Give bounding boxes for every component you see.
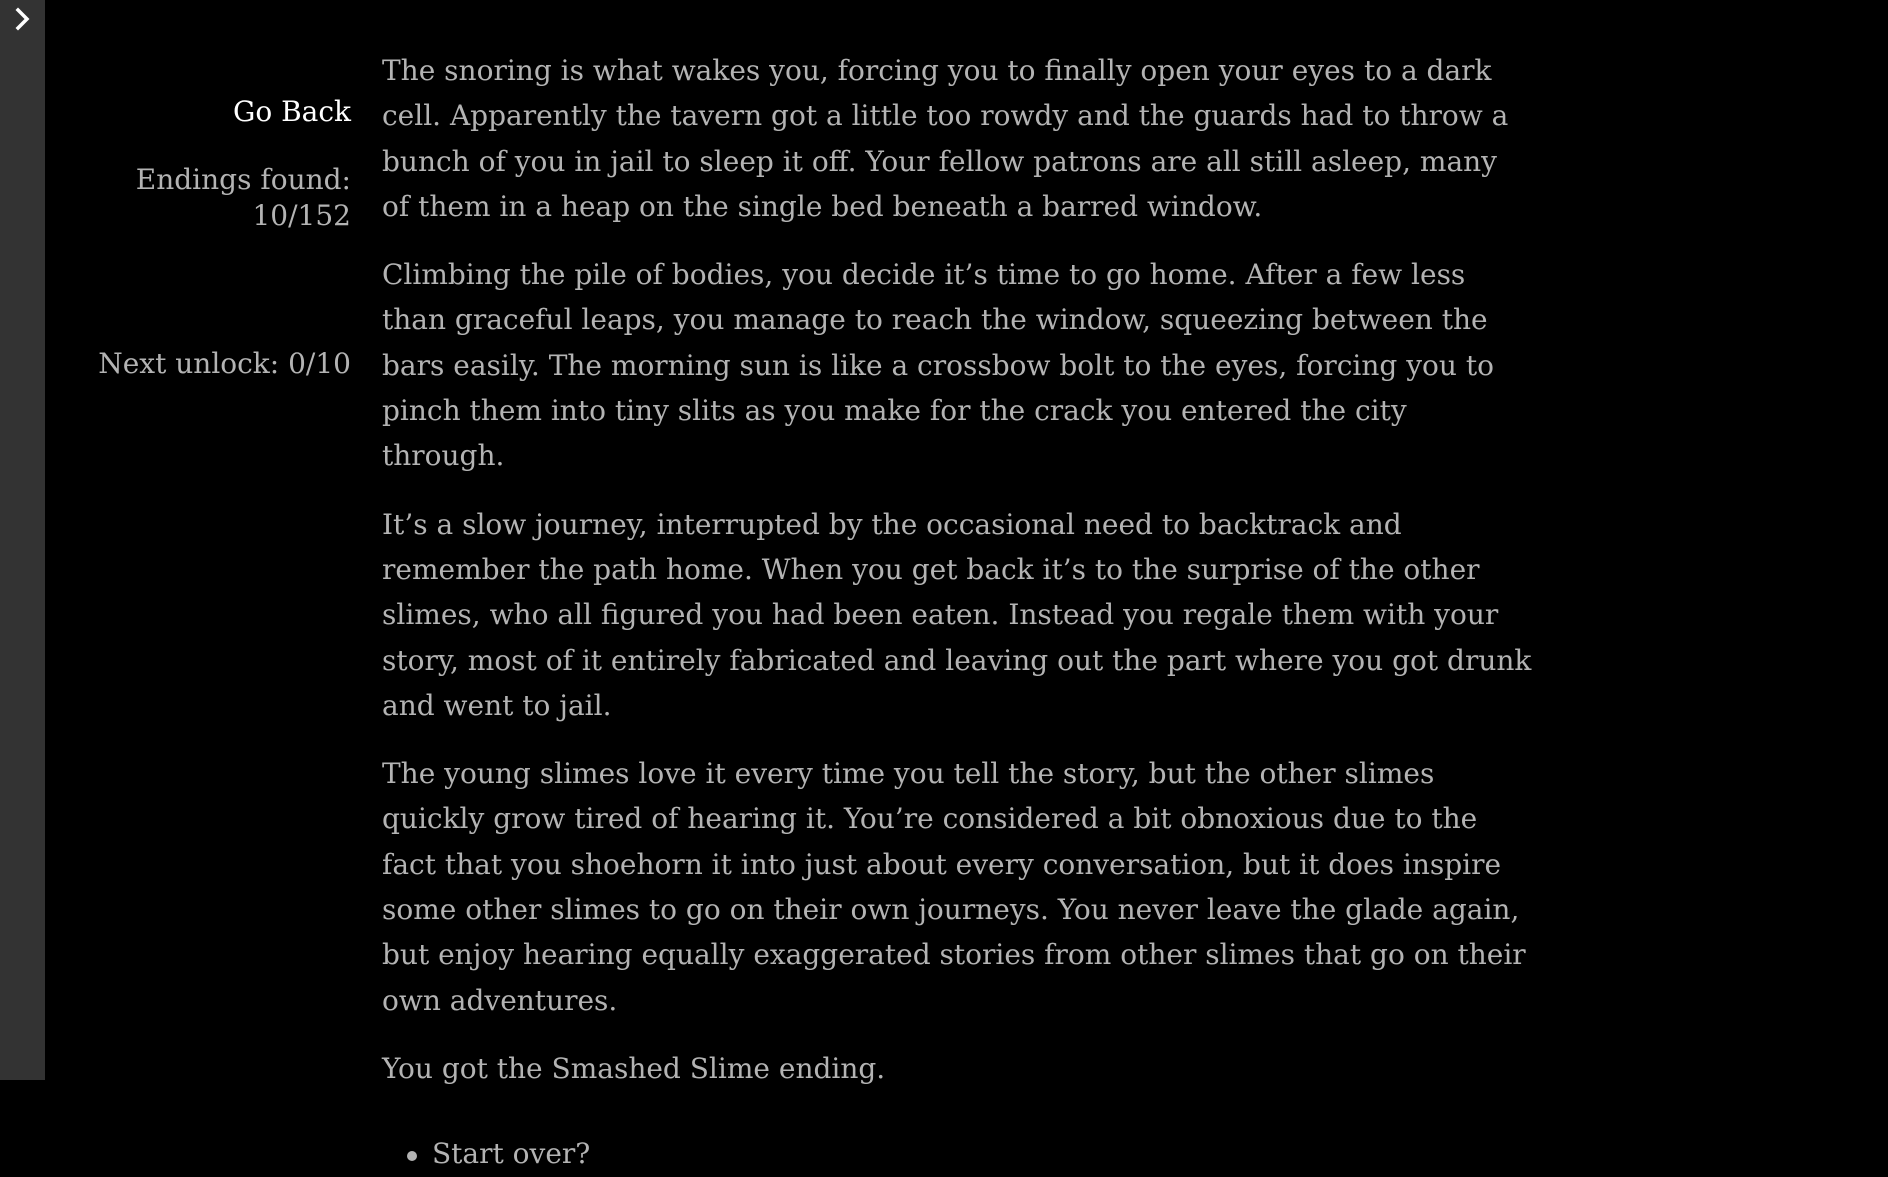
go-back-link[interactable]: Go Back — [232, 95, 351, 128]
passage-content — [382, 48, 1532, 1177]
passage-paragraph: Climbing the pile of bodies, you decide it’s time to go home. After a few less than graceful leaps, you manage to reach the window, squeezing between the bars easily. The morning sun is like a crossbow bolt to the eyes, forcing you to pinch them into tiny slits as you make for the crack you entered the city through. — [382, 258, 1494, 473]
sidebar-toggle-button[interactable] — [8, 4, 38, 34]
endings-found-counter: Endings found: 10/152 — [135, 163, 351, 232]
bullet-icon — [407, 1151, 417, 1161]
ending-message: You got the Smashed Slime ending. — [382, 1051, 886, 1085]
passage-paragraph: The snoring is what wakes you, forcing you to finally open your eyes to a dark cell. Apparently the tavern got a little too rowdy and the guards had to throw a bunch of you in jail to sleep it off. Your fellow patrons are all still asleep, many of them in a heap on the single bed beneath a barred window. — [382, 54, 1509, 223]
passage-paragraph: The young slimes love it every time you tell the story, but the other slimes quickly grow tired of hearing it. You’re considered a bit obnoxious due to the fact that you shoehorn it into just about every conversation, but it does inspire some other slimes to go on their own journeys. You never leave the glade again, but enjoy hearing equally exaggerated stories from other slimes that go on their own adventures. — [382, 757, 1526, 1017]
next-unlock-counter: Next unlock: 0/10 — [98, 347, 351, 380]
start-over-link[interactable]: Start over? — [432, 1137, 591, 1171]
sidebar-strip — [0, 0, 45, 1080]
story-stats-panel — [45, 94, 351, 382]
choice-list — [382, 1131, 1532, 1176]
passage-paragraph: It’s a slow journey, interrupted by the occasional need to backtrack and remember the path home. When you get back it’s to the surprise of the other slimes, who all figured you had been eaten. Instead you regale them with your story, most of it entirely fabricated and leaving out the part where you got drunk and went to jail. — [382, 507, 1532, 722]
chevron-right-icon — [8, 4, 38, 34]
choice-item — [432, 1131, 1532, 1176]
